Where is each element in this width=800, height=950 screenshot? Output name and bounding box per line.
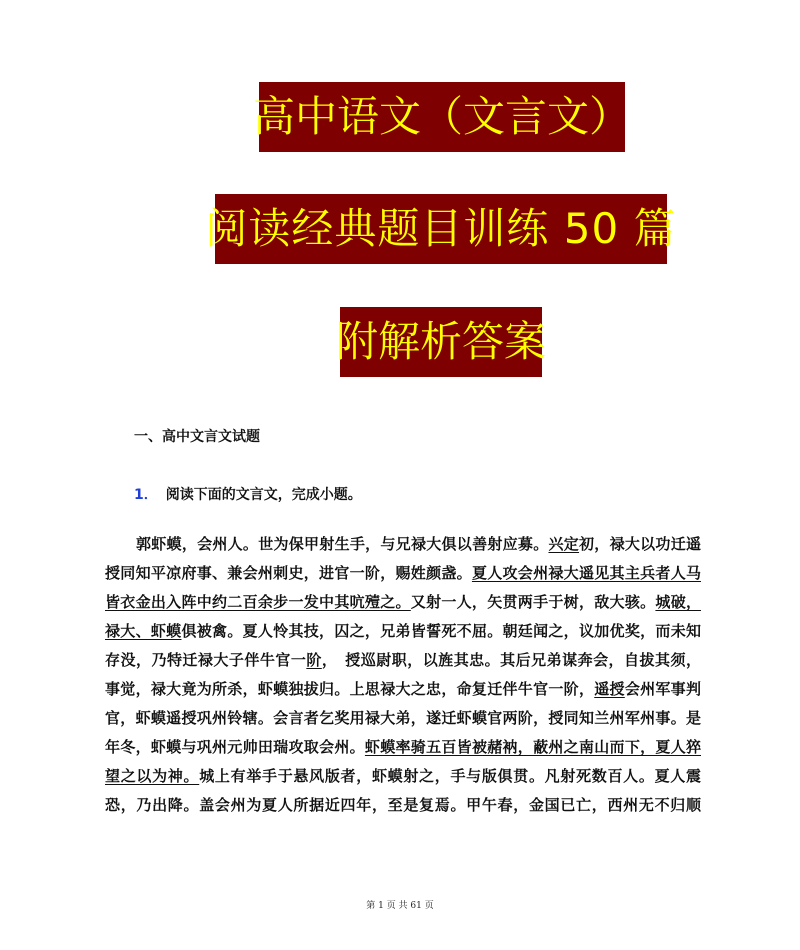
passage-text: 恐，乃出降。盖会州为夏人所据近四年，至是复焉。甲午春，金国已亡，西州无不归顺	[105, 796, 701, 814]
passage-line	[105, 646, 701, 675]
passage-line	[105, 791, 701, 820]
passage-text: 官，虾蟆遥授巩州铃辖。会言者乞奖用禄大弟，遂迁虾蟆官两阶，授同知兰州军州事。是	[105, 709, 701, 727]
passage-line	[105, 675, 701, 704]
passage-line	[105, 733, 701, 762]
question-prompt: 阅读下面的文言文，完成小题。	[165, 487, 362, 503]
passage-text: 俱被禽。夏人怜其技，囚之，兄弟皆誓死不屈。朝廷闻之，议加优奖，而未知	[181, 622, 701, 640]
underlined-text: 皆衣金出入阵中约二百余步一发中其吭殪之。	[105, 593, 411, 611]
underlined-text: 禄大、虾蟆	[105, 622, 182, 640]
question-prompt-line	[134, 484, 362, 504]
question-number: 1．	[134, 487, 158, 503]
passage-text: 存没，乃特迁禄大子伴牛官一	[105, 651, 307, 669]
underlined-text: 夏人攻会州禄大遥见其主兵者人马	[471, 564, 701, 582]
passage-text: 郭虾蟆，会州人。世为保甲射生手，与兄禄大俱以善射应募。	[136, 535, 549, 553]
title-banner-1: 高中语文（文言文）	[259, 82, 625, 152]
title-banner-2: 阅读经典题目训练 50 篇	[215, 194, 667, 264]
passage-text: 会州军事判	[624, 680, 701, 698]
passage-text: ， 授巡尉职，以旌其忠。其后兄弟谋奔会，自拔其须，	[321, 651, 701, 669]
passage-line	[105, 704, 701, 733]
passage-line	[105, 588, 701, 617]
passage	[105, 530, 701, 820]
passage-line	[105, 762, 701, 791]
passage-line	[105, 559, 701, 588]
underlined-text: 望之以为神。	[105, 767, 200, 785]
underlined-text: 兴定	[548, 535, 580, 553]
passage-text: 初，禄大以功迁遥	[579, 535, 701, 553]
underlined-text: 阶	[306, 651, 322, 669]
underlined-text: 遥授	[594, 680, 625, 698]
page-footer: 第 1 页 共 61 页	[366, 901, 434, 911]
underlined-text: 城破，	[655, 593, 701, 611]
passage-line	[105, 530, 701, 559]
title-banner-3: 附解析答案	[340, 307, 542, 377]
passage-text: 又射一人，矢贯两手于树，敌大骇。	[410, 593, 656, 611]
passage-text: 授同知平凉府事、兼会州刺史，进官一阶，赐姓颜盏。	[105, 564, 472, 582]
passage-text: 城上有举手于悬风版者，虾蟆射之，手与版俱贯。凡射死数百人。夏人震	[199, 767, 701, 785]
section-heading: 一、高中文言文试题	[134, 429, 260, 445]
passage-text: 事觉，禄大竟为所杀，虾蟆独拔归。上思禄大之忠，命复迁伴牛官一阶，	[105, 680, 595, 698]
passage-line	[105, 617, 701, 646]
underlined-text: 虾蟆率骑五百皆被赭衲，蔽州之南山而下，夏人猝	[364, 738, 701, 756]
passage-text: 年冬，虾蟆与巩州元帅田瑞攻取会州。	[105, 738, 365, 756]
